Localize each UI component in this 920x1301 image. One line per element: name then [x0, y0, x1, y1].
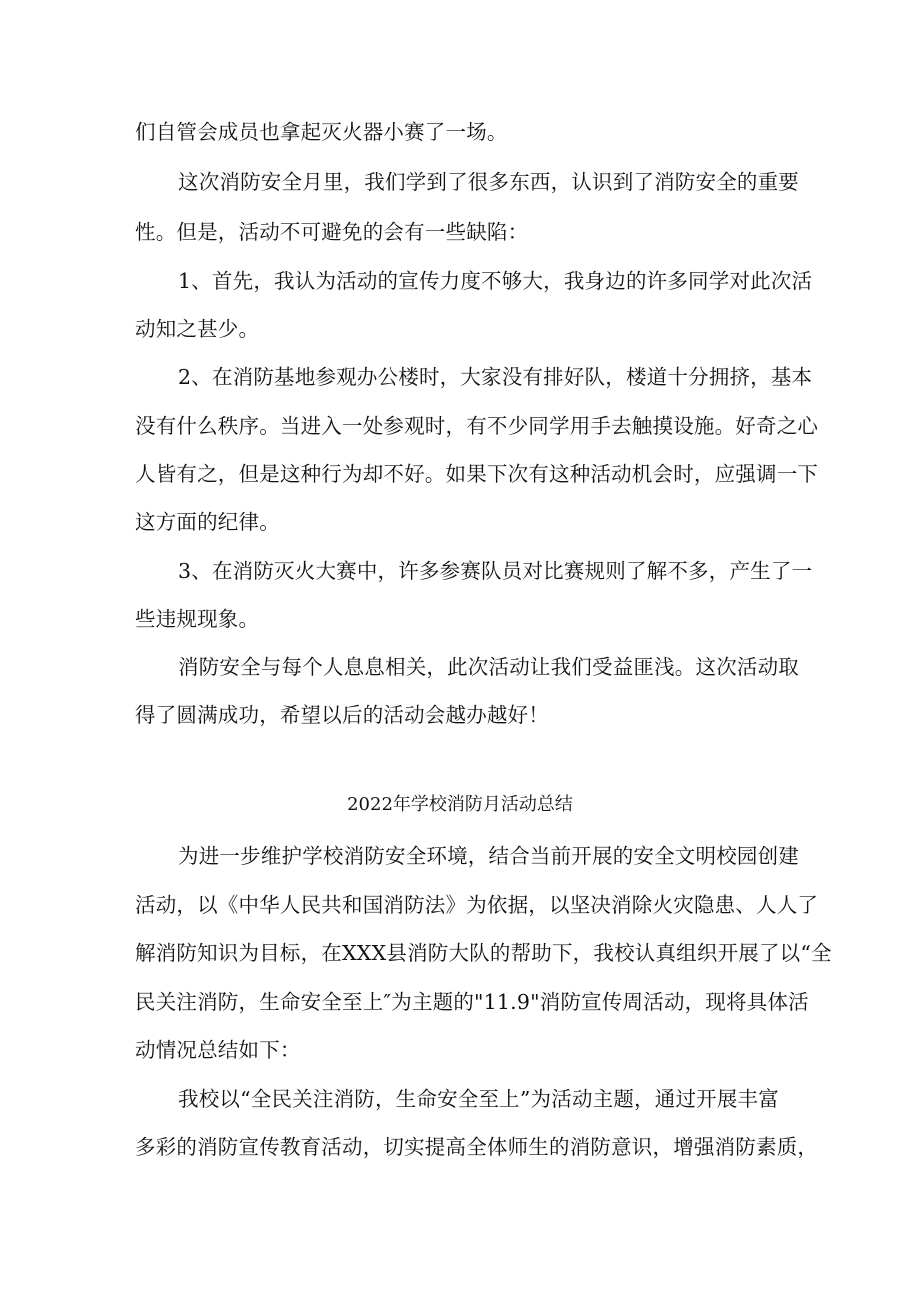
text-line: 我校以“全民关注消防，生命安全至上”为活动主题，通过开展丰富 — [178, 1087, 779, 1111]
text-line: 消防安全与每个人息息相关，此次活动让我们受益匪浅。这次活动取 — [178, 655, 799, 679]
text-line: 活动，以《中华人民共和国消防法》为依据，以坚决消除火灾隐患、人人了 — [135, 893, 819, 917]
text-line: 为进一步维护学校消防安全环境，结合当前开展的安全文明校园创建 — [178, 844, 799, 868]
text-line: 这次消防安全月里，我们学到了很多东西，认识到了消防安全的重要 — [178, 170, 799, 194]
text-line: 这方面的纪律。 — [135, 510, 280, 534]
text-line: 些违规现象。 — [135, 607, 260, 631]
text-line: 动情况总结如下： — [135, 1038, 301, 1062]
text-line: 3、在消防灭火大赛中，许多参赛队员对比赛规则了解不多，产生了一 — [178, 559, 813, 583]
text-line: 动知之甚少。 — [135, 317, 260, 341]
text-line: 性。但是，活动不可避免的会有一些缺陷： — [135, 220, 529, 244]
section-title: 2022年学校消防月活动总结 — [347, 794, 573, 815]
text-line: 2、在消防基地参观办公楼时，大家没有排好队，楼道十分拥挤，基本 — [178, 365, 813, 389]
text-line: 多彩的消防宣传教育活动，切实提高全体师生的消防意识，增强消防素质， — [135, 1135, 819, 1159]
text-line: 民关注消防，生命安全至上″为主题的"11.9"消防宣传周活动，现将具体活 — [135, 990, 809, 1014]
text-line: 人皆有之，但是这种行为却不好。如果下次有这种活动机会时，应强调一下 — [135, 462, 819, 486]
text-line: 1、首先，我认为活动的宣传力度不够大，我身边的许多同学对此次活 — [178, 269, 813, 293]
text-line: 没有什么秩序。当进入一处参观时，有不少同学用手去触摸设施。好奇之心 — [135, 414, 819, 438]
text-line: 解消防知识为目标，在XXX县消防大队的帮助下，我校认真组织开展了以“全 — [135, 941, 832, 965]
text-line: 得了圆满成功，希望以后的活动会越办越好！ — [135, 703, 549, 727]
text-line: 们自管会成员也拿起灭火器小赛了一场。 — [135, 120, 508, 144]
